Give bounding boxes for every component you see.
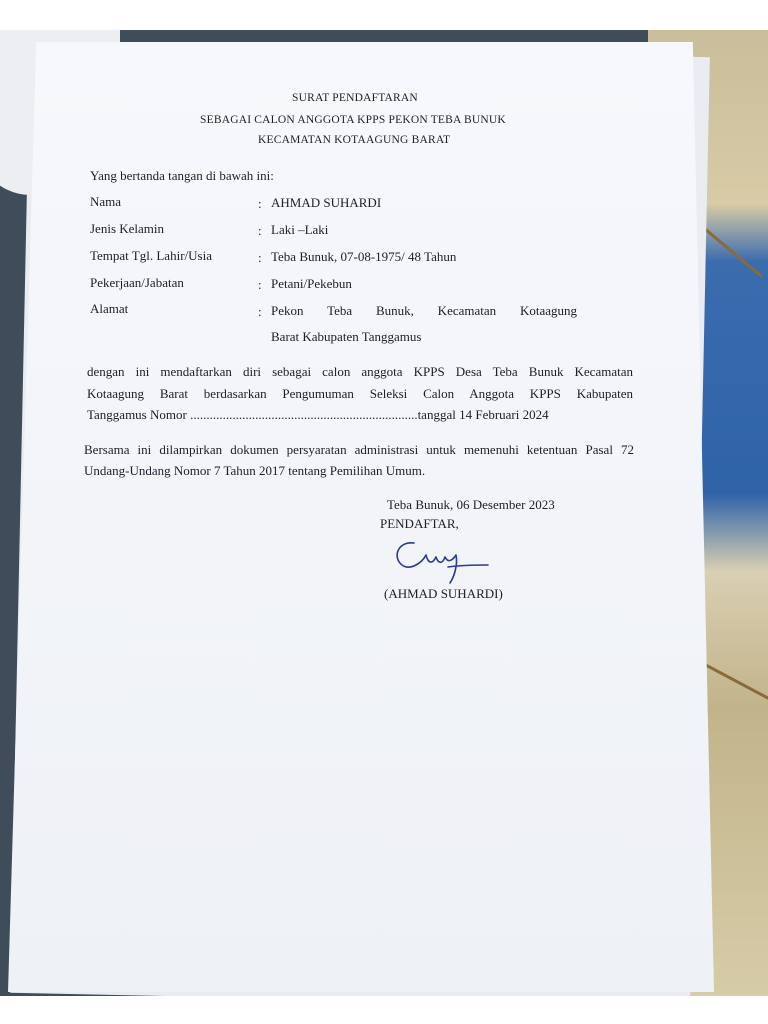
field-value-birth: Teba Bunuk, 07-08-1975/ 48 Tahun xyxy=(271,249,457,264)
field-separator: : xyxy=(258,304,262,319)
field-label-occupation: Pekerjaan/Jabatan xyxy=(90,275,184,290)
field-value-gender: Laki –Laki xyxy=(271,222,329,237)
field-separator: : xyxy=(258,277,262,292)
field-value-address-cont: Barat Kabupaten Tanggamus xyxy=(271,329,422,344)
field-value-occupation: Petani/Pekebun xyxy=(271,276,352,291)
signature-image xyxy=(392,535,492,585)
field-value-name: AHMAD SUHARDI xyxy=(271,195,382,210)
registrant-role: PENDAFTAR, xyxy=(380,516,459,531)
field-label-name: Nama xyxy=(90,194,122,209)
signer-name: (AHMAD SUHARDI) xyxy=(384,586,503,601)
paragraph-1-line-3: Tanggamus Nomor ......................................................................tanggal 14 Februari 2024 xyxy=(87,407,549,422)
paragraph-1-line-1: dengan ini mendaftarkan diri sebagai calon anggota KPPS Desa Teba Bunuk Kecamatan xyxy=(87,364,633,379)
field-label-gender: Jenis Kelamin xyxy=(90,221,165,236)
field-separator: : xyxy=(258,196,262,211)
field-label-birth: Tempat Tgl. Lahir/Usia xyxy=(90,248,212,263)
paragraph-2-line-2: Undang-Undang Nomor 7 Tahun 2017 tentang Pemilihan Umum. xyxy=(84,463,426,478)
field-value-address: Pekon Teba Bunuk, Kecamatan Kotaagung xyxy=(271,303,577,318)
field-separator: : xyxy=(258,250,262,265)
field-separator: : xyxy=(258,223,262,238)
intro-text: Yang bertanda tangan di bawah ini: xyxy=(90,168,274,183)
field-label-address: Alamat xyxy=(90,301,129,316)
title-line-1: SURAT PENDAFTARAN xyxy=(292,92,418,104)
title-line-2: SEBAGAI CALON ANGGOTA KPPS PEKON TEBA BUNUK xyxy=(200,114,506,126)
title-line-3: KECAMATAN KOTAAGUNG BARAT xyxy=(258,134,451,146)
paragraph-1-line-2: Kotaagung Barat berdasarkan Pengumuman Seleksi Calon Anggota KPPS Kabupaten xyxy=(87,386,633,401)
document-page xyxy=(8,42,714,992)
place-date: Teba Bunuk, 06 Desember 2023 xyxy=(387,497,555,512)
paragraph-2-line-1: Bersama ini dilampirkan dokumen persyaratan administrasi untuk memenuhi ketentuan Pasal 72 xyxy=(84,442,634,457)
